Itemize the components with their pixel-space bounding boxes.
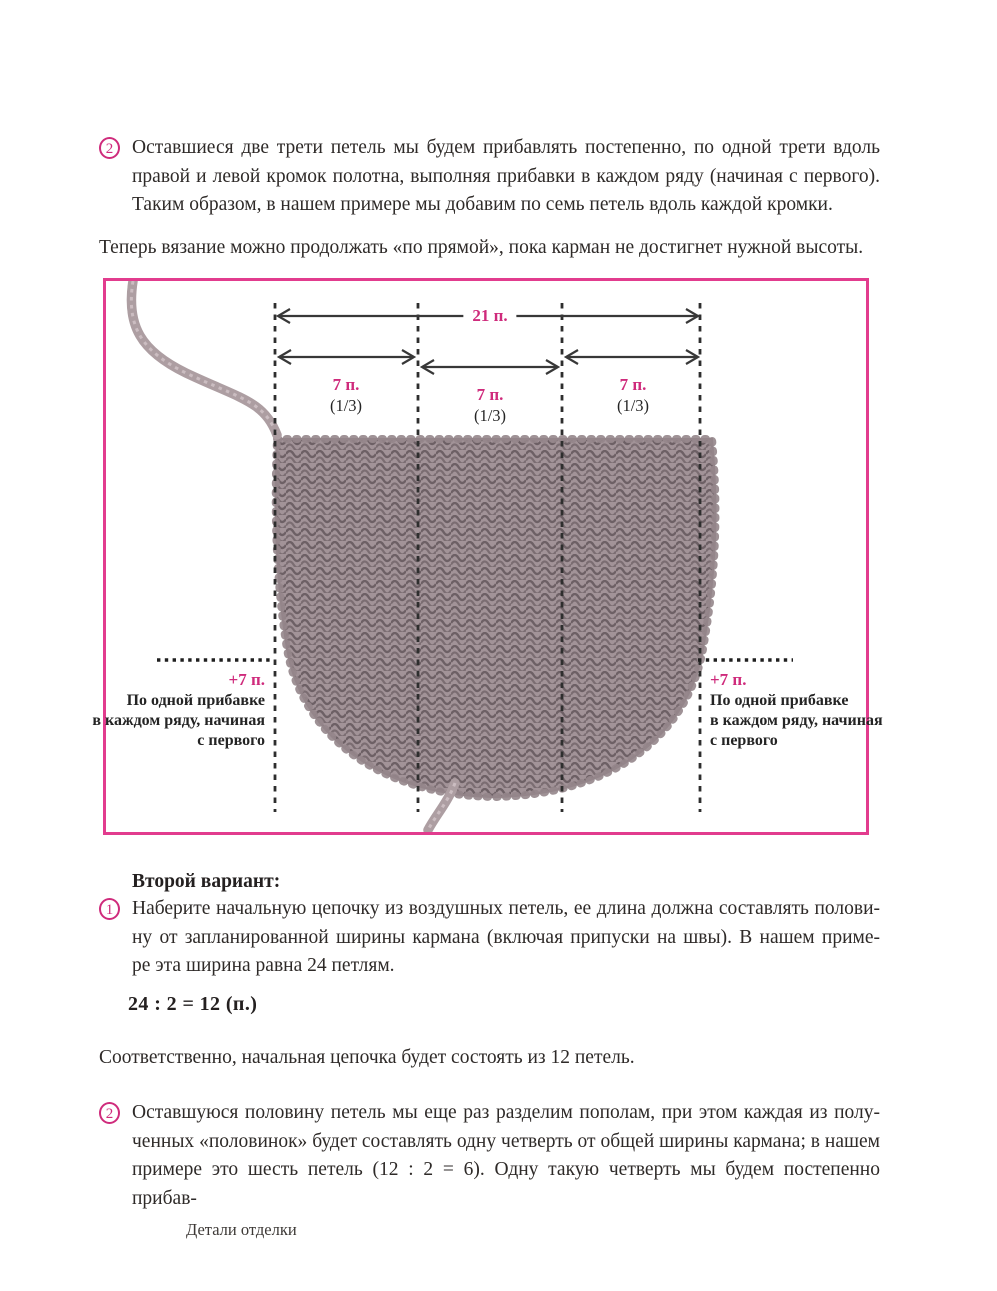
- note-line: с первого: [710, 731, 778, 749]
- step-paragraph-top: [99, 134, 880, 220]
- left-increase-note: [92, 669, 265, 750]
- total-width-label: 21 п.: [463, 306, 516, 326]
- step-2-marker-icon: 2: [99, 137, 120, 159]
- section-fraction-label: (1/3): [616, 396, 650, 415]
- note-line: с первого: [197, 731, 265, 749]
- variant-heading: Второй вариант:: [132, 871, 281, 892]
- paragraph-line: Оставшуюся половину петель мы еще раз разделим пополам, при этом каждая из полу-: [132, 1102, 880, 1123]
- paragraph-line: Наберите начальную цепочку из воздушных петель, ее длина должна составлять полови-: [132, 898, 880, 919]
- footer-section-title: Детали отделки: [186, 1220, 297, 1239]
- right-increase-count: +7 п.: [710, 670, 747, 689]
- left-increase-count: +7 п.: [228, 670, 265, 689]
- crochet-swatch: [276, 439, 716, 797]
- section-fraction-label: (1/3): [473, 406, 507, 425]
- section-width-label: 7 п.: [332, 375, 360, 394]
- paragraph-line: правой и левой кромок полотна, выполняя прибавки в каждом ряду (начиная с первого).: [132, 165, 880, 187]
- formula: 24 : 2 = 12 (п.): [128, 993, 258, 1015]
- section-fraction-label: (1/3): [329, 396, 363, 415]
- note-line: По одной прибавке: [126, 692, 265, 709]
- step-2b-marker-icon: 2: [99, 1102, 120, 1124]
- step-paragraph-2: [99, 1099, 880, 1213]
- note-paragraph: Теперь вязание можно продолжать «по прямой», пока карман не достигнет нужной высоты.: [99, 237, 864, 258]
- step-paragraph-1: [99, 895, 880, 981]
- note-line: По одной прибавке: [710, 692, 849, 709]
- note-line: в каждом ряду, начиная: [92, 711, 265, 729]
- section-width-label: 7 п.: [476, 385, 504, 404]
- yarn-strand-top: [131, 281, 277, 435]
- paragraph-line: Таким образом, в нашем примере мы добавим по семь петель вдоль каждой кромки.: [132, 194, 833, 215]
- paragraph-line: Оставшиеся две трети петель мы будем прибавлять постепенно, по одной трети вдоль: [132, 137, 880, 158]
- paragraph-line: примере это шесть петель (12 : 2 = 6). Одну такую четверть мы будем постепенно прибав-: [132, 1159, 880, 1209]
- right-increase-note: [710, 669, 883, 750]
- page-number-badge: [111, 1203, 168, 1260]
- paragraph-line: ну от запланированной ширины кармана (включая припуски на швы). В нашем приме-: [132, 926, 880, 948]
- note-line: в каждом ряду, начиная: [710, 711, 883, 729]
- note-paragraph: Соответственно, начальная цепочка будет состоять из 12 петель.: [99, 1047, 635, 1068]
- paragraph-line: ченных «половинок» будет составлять одну четверть от общей ширины кармана; в нашем: [132, 1130, 880, 1152]
- pocket-diagram: [92, 278, 883, 835]
- paragraph-line: ре эта ширина равна 24 петлям.: [132, 955, 395, 976]
- page-number: 276: [117, 1214, 162, 1248]
- step-1-marker-icon: 1: [99, 898, 120, 920]
- section-width-label: 7 п.: [619, 375, 647, 394]
